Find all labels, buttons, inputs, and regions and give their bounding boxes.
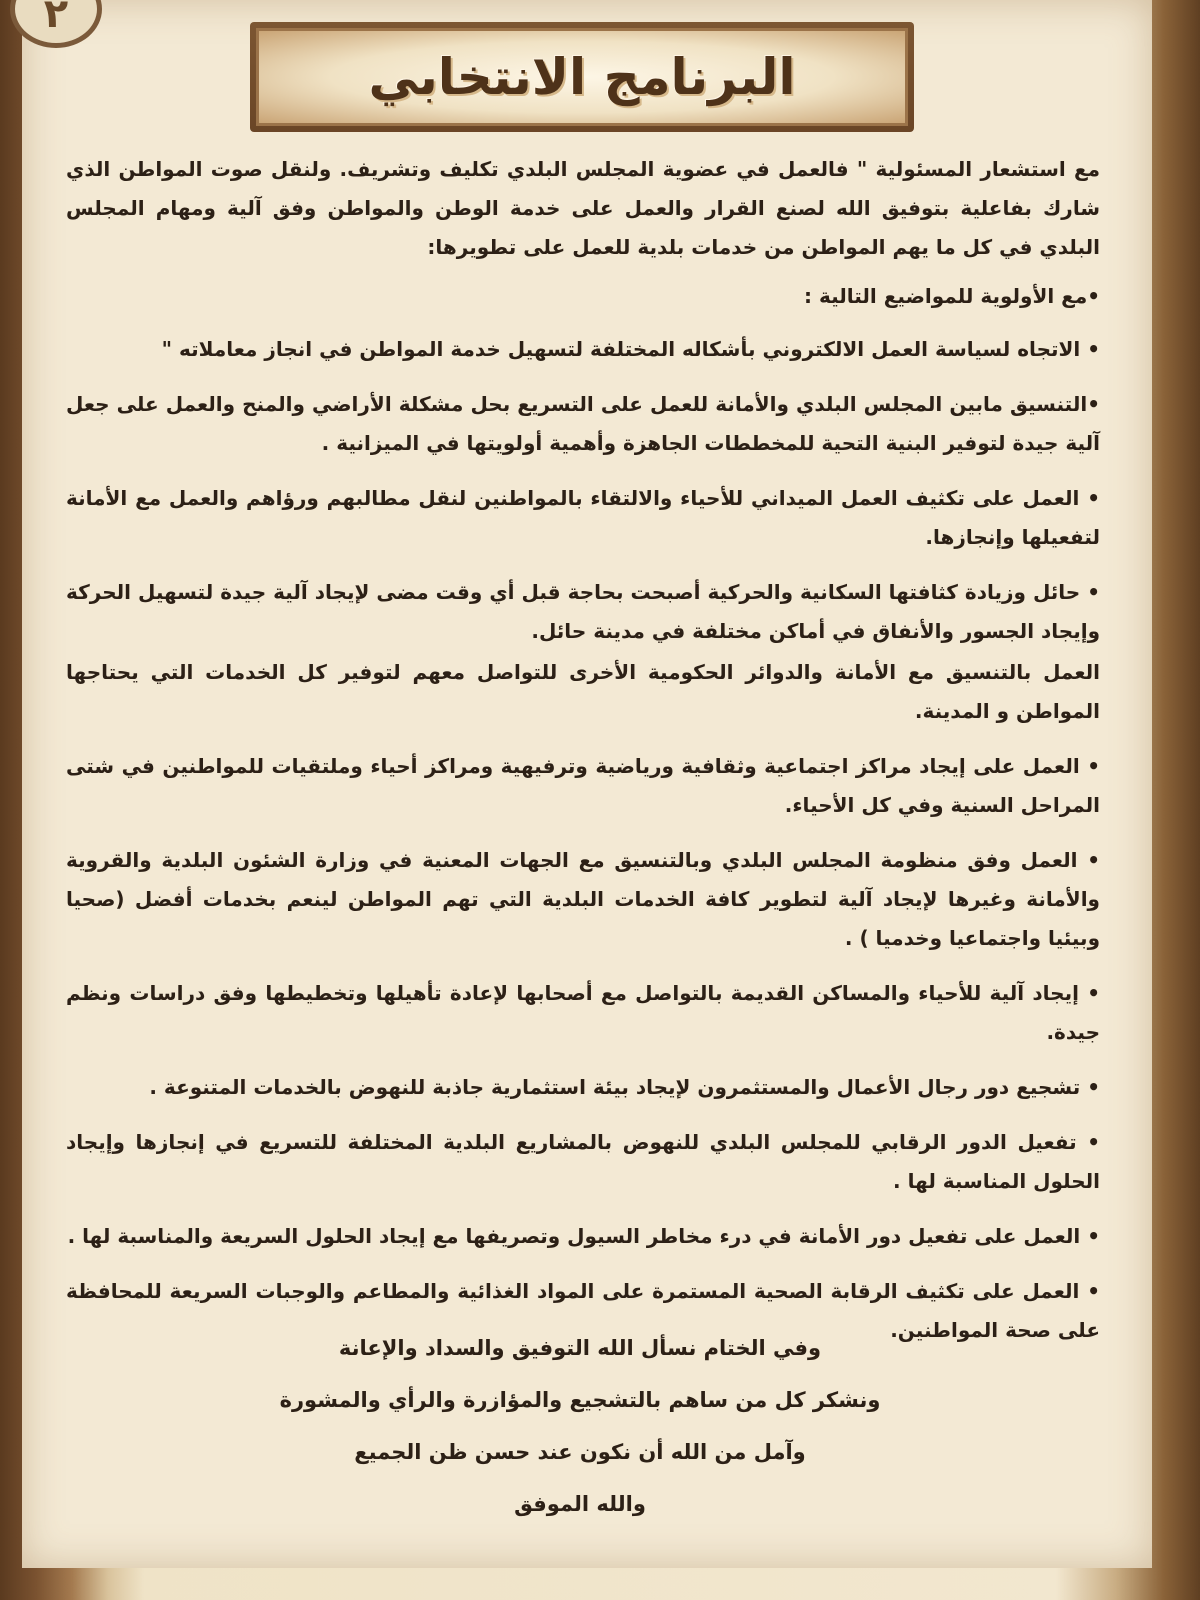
priority-lead: •مع الأولوية للمواضيع التالية : [803,284,1100,308]
bullet-government-coordination: العمل بالتنسيق مع الأمانة والدوائر الحكومية الأخرى للتواصل معهم لتوفير كل الخدمات التي يحتاجها المواطن و المدينة. [66,660,1100,723]
intro-paragraph: مع استشعار المسئولية " فالعمل في عضوية المجلس البلدي تكليف وتشريف. ولنقل صوت المواطن الذي شارك بفاعلية بتوفيق الله لصنع القرار والعمل على خدمة الوطن والمواطن وفق آلية ومهام المجلس البلدي في كل ما يهم المواطن من خدمات بلدية للعمل على تطويرها: [66,157,1100,259]
program-body [66,150,1100,1366]
bullet-investors: • تشجيع دور رجال الأعمال والمستثمرون لإيجاد بيئة استثمارية جاذبة للنهوض بالخدمات المتنوعة . [149,1075,1100,1099]
closing-line: والله الموفق [514,1492,646,1516]
closing-line: وآمل من الله أن نكون عند حسن ظن الجميع [354,1440,806,1464]
title-banner [250,22,914,132]
bullet-field-work: • العمل على تكثيف العمل الميداني للأحياء والالتقاء بالمواطنين لنقل مطالبهم ورؤاهم والعمل مع الأمانة لتفعيلها وإنجازها. [66,486,1100,549]
bullet-traffic-bridges: • حائل وزيادة كثافتها السكانية والحركية أصبحت بحاجة قبل أي وقت مضى لإيجاد آلية جيدة لتسهيل الحركة وإيجاد الجسور والأنفاق في أماكن مختلفة في مدينة حائل. [66,580,1100,643]
bullet-floods: • العمل على تفعيل دور الأمانة في درء مخاطر السيول وتصريفها مع إيجاد الحلول السريعة والمناسبة لها . [67,1224,1100,1248]
bullet-municipal-services: • العمل وفق منظومة المجلس البلدي وبالتنسيق مع الجهات المعنية في وزارة الشئون البلدية والقروية والأمانة وغيرها لإيجاد آلية لتطوير كافة الخدمات البلدية التي تهم المواطن لينعم بخدمات أفضل (صحيا وبيئيا واجتماعيا وخدميا ) . [66,848,1100,950]
page-title: البرنامج الانتخابي [368,48,796,106]
bullet-electronic-work: • الاتجاه لسياسة العمل الالكتروني بأشكاله المختلفة لتسهيل خدمة المواطن في انجاز معاملاته " [161,337,1100,361]
bullet-old-neighborhoods: • إيجاد آلية للأحياء والمساكن القديمة بالتواصل مع أصحابها لإعادة تأهيلها وتخطيطها وفق دراسات ونظم جيدة. [66,981,1100,1044]
bullet-health-inspection: • العمل على تكثيف الرقابة الصحية المستمرة على المواد الغذائية والمطاعم والوجبات السريعة للمحافظة على صحة المواطنين. [66,1279,1100,1342]
bullet-lands-grants: •التنسيق مابين المجلس البلدي والأمانة للعمل على التسريع بحل مشكلة الأراضي والمنح والعمل على جعل آلية جيدة لتوفير البنية التحية للمخططات الجاهزة وأهمية أولويتها في الميزانية . [66,392,1100,455]
page-number-badge: ٢ [10,0,102,48]
closing-section [60,1322,1100,1530]
bullet-social-centers: • العمل على إيجاد مراكز اجتماعية وثقافية ورياضية وترفيهية ومراكز أحياء وملتقيات للمواطنين في شتى المراحل السنية وفي كل الأحياء. [66,754,1100,817]
bullet-oversight: • تفعيل الدور الرقابي للمجلس البلدي للنهوض بالمشاريع البلدية المختلفة للتسريع في إنجازها وإيجاد الحلول المناسبة لها . [66,1130,1100,1193]
closing-line: ونشكر كل من ساهم بالتشجيع والمؤازرة والرأي والمشورة [279,1388,881,1412]
title-banner-inner [256,28,908,126]
closing-line: وفي الختام نسأل الله التوفيق والسداد والإعانة [338,1336,822,1360]
